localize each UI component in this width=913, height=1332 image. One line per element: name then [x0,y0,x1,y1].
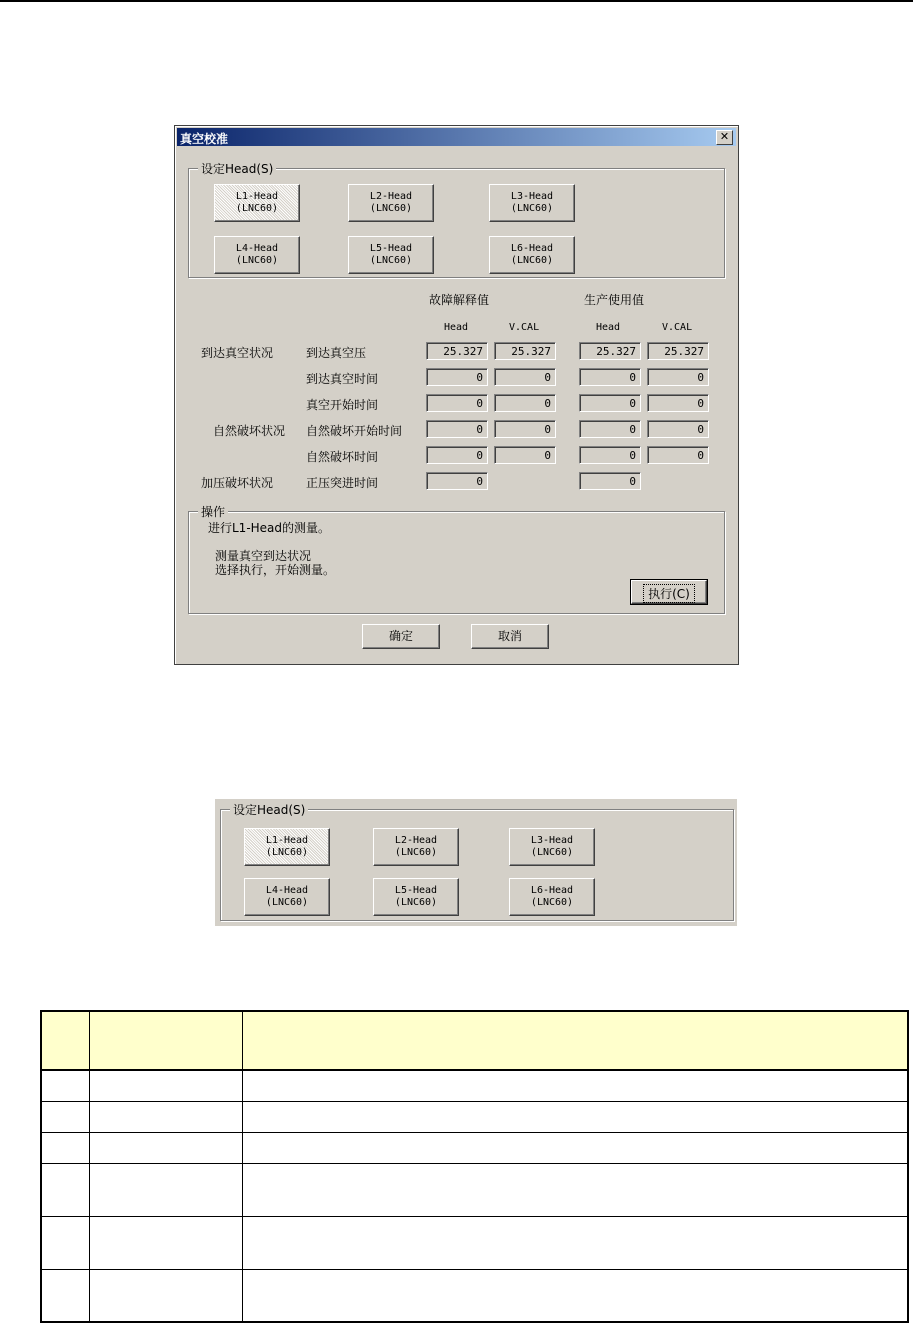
table-row [41,1269,908,1322]
fault-head-natural-break-start-field[interactable]: 0 [426,420,488,438]
head-button-l6[interactable] [489,236,575,274]
head-button-l4-name: L4-Head [235,243,279,254]
table-cell [41,1216,89,1269]
row-label-natural-break-start: 自然破坏开始时间 [306,424,403,438]
table-cell [41,1269,89,1322]
fault-head-positive-pressure-field[interactable]: 0 [426,472,488,490]
head-button-l2[interactable] [348,184,434,222]
operation-instruction-line1: 测量真空到达状况 [215,549,312,563]
prod-head-column-header: Head [596,322,621,333]
head-select-group-label: 设定Head(S) [198,160,276,177]
closeup-head-select-group [220,803,734,921]
table-cell [242,1216,908,1269]
head-button-l6-name: L6-Head [510,243,554,254]
close-icon[interactable]: ✕ [716,130,733,145]
table-header-cell [89,1011,242,1070]
fault-head-reach-pressure-field[interactable]: 25.327 [426,342,488,360]
table-cell [89,1163,242,1216]
fault-head-reach-time-field[interactable]: 0 [426,368,488,386]
table-row [41,1101,908,1132]
ok-button[interactable]: 确定 [362,624,440,649]
row-label-positive-pressure-time: 正压突进时间 [306,476,379,490]
table-cell [242,1132,908,1163]
closeup-head-button-l2-name: L2-Head [394,835,438,846]
execute-button-label: 执行(C) [643,584,695,603]
head-button-l1-name: L1-Head [235,191,279,202]
head-button-l2-model: (LNC60) [369,203,413,214]
row-label-natural-break-time: 自然破坏时间 [306,450,379,464]
head-button-l4[interactable] [214,236,300,274]
operation-group-label: 操作 [198,503,228,520]
closeup-head-button-l6[interactable] [509,878,595,916]
execute-button[interactable] [631,580,707,604]
prod-head-reach-time-field[interactable]: 0 [579,368,641,386]
closeup-head-button-l1[interactable] [244,828,330,866]
head-button-l4-model: (LNC60) [235,255,279,266]
operation-instruction-line2: 选择执行，开始测量。 [215,563,336,577]
head-button-l1[interactable] [214,184,300,222]
table-cell [89,1216,242,1269]
table-row [41,1216,908,1269]
row-label-vacuum-start-time: 真空开始时间 [306,398,379,412]
table-cell [41,1163,89,1216]
closeup-head-button-l6-model: (LNC60) [530,897,574,908]
table-cell [89,1070,242,1101]
table-header-cell [242,1011,908,1070]
closeup-head-button-l5-name: L5-Head [394,885,438,896]
head-button-l5[interactable] [348,236,434,274]
table-cell [41,1101,89,1132]
table-cell [41,1132,89,1163]
operation-group [188,505,725,614]
head-button-l3[interactable] [489,184,575,222]
table-cell [89,1101,242,1132]
dialog-title: 真空校准 [180,132,229,146]
page-top-rule [0,0,913,2]
operation-status-text: 进行L1-Head的测量。 [208,521,331,535]
table-cell [242,1070,908,1101]
fault-head-natural-break-time-field[interactable]: 0 [426,446,488,464]
table-row [41,1163,908,1216]
closeup-head-button-l1-name: L1-Head [265,835,309,846]
table-cell [89,1269,242,1322]
fault-values-header: 故障解释值 [429,293,490,307]
head-select-panel-closeup [215,799,737,926]
pressure-break-group-label: 加压破坏状况 [201,476,274,490]
vacuum-calibration-dialog [174,125,739,665]
table-cell [242,1269,908,1322]
table-row [41,1132,908,1163]
closeup-head-button-l3-name: L3-Head [530,835,574,846]
head-button-l3-model: (LNC60) [510,203,554,214]
natural-break-group-label: 自然破坏状况 [213,424,286,438]
prod-head-vacuum-start-field[interactable]: 0 [579,394,641,412]
prod-head-natural-break-time-field[interactable]: 0 [579,446,641,464]
head-button-l5-model: (LNC60) [369,255,413,266]
table-cell [242,1101,908,1132]
closeup-head-button-l2-model: (LNC60) [394,847,438,858]
head-button-l1-model: (LNC60) [235,203,279,214]
prod-head-positive-pressure-field[interactable]: 0 [579,472,641,490]
closeup-head-button-l3[interactable] [509,828,595,866]
fault-vcal-reach-time-field[interactable]: 0 [494,368,556,386]
row-label-reach-time: 到达真空时间 [306,372,379,386]
table-header-cell [41,1011,89,1070]
fault-vcal-vacuum-start-field[interactable]: 0 [494,394,556,412]
prod-vcal-reach-pressure-field[interactable]: 25.327 [647,342,709,360]
table-row [41,1070,908,1101]
cancel-button[interactable]: 取消 [471,624,549,649]
closeup-head-button-l3-model: (LNC60) [530,847,574,858]
fault-vcal-natural-break-start-field[interactable]: 0 [494,420,556,438]
closeup-head-button-l6-name: L6-Head [530,885,574,896]
prod-head-reach-pressure-field[interactable]: 25.327 [579,342,641,360]
prod-vcal-reach-time-field[interactable]: 0 [647,368,709,386]
prod-vcal-natural-break-start-field[interactable]: 0 [647,420,709,438]
closeup-head-button-l4[interactable] [244,878,330,916]
reach-vacuum-group-label: 到达真空状况 [201,346,274,360]
prod-vcal-column-header: V.CAL [662,322,693,333]
closeup-head-select-group-label: 设定Head(S) [230,801,308,818]
head-button-l3-name: L3-Head [510,191,554,202]
description-table [40,1010,909,1323]
fault-head-vacuum-start-field[interactable]: 0 [426,394,488,412]
prod-head-natural-break-start-field[interactable]: 0 [579,420,641,438]
table-header-row [41,1011,908,1070]
closeup-head-button-l5[interactable] [373,878,459,916]
head-button-l2-name: L2-Head [369,191,413,202]
closeup-head-button-l1-model: (LNC60) [265,847,309,858]
closeup-head-button-l5-model: (LNC60) [394,897,438,908]
closeup-head-button-l2[interactable] [373,828,459,866]
table-cell [89,1132,242,1163]
dialog-titlebar [177,128,736,146]
fault-vcal-column-header: V.CAL [509,322,540,333]
production-values-header: 生产使用值 [584,293,645,307]
prod-vcal-natural-break-time-field[interactable]: 0 [647,446,709,464]
head-select-group [188,162,725,278]
fault-vcal-reach-pressure-field[interactable]: 25.327 [494,342,556,360]
fault-head-column-header: Head [444,322,469,333]
closeup-head-button-l4-model: (LNC60) [265,897,309,908]
closeup-head-button-l4-name: L4-Head [265,885,309,896]
table-cell [41,1070,89,1101]
head-button-l6-model: (LNC60) [510,255,554,266]
fault-vcal-natural-break-time-field[interactable]: 0 [494,446,556,464]
prod-vcal-vacuum-start-field[interactable]: 0 [647,394,709,412]
row-label-reach-pressure: 到达真空压 [306,346,367,360]
head-button-l5-name: L5-Head [369,243,413,254]
table-cell [242,1163,908,1216]
